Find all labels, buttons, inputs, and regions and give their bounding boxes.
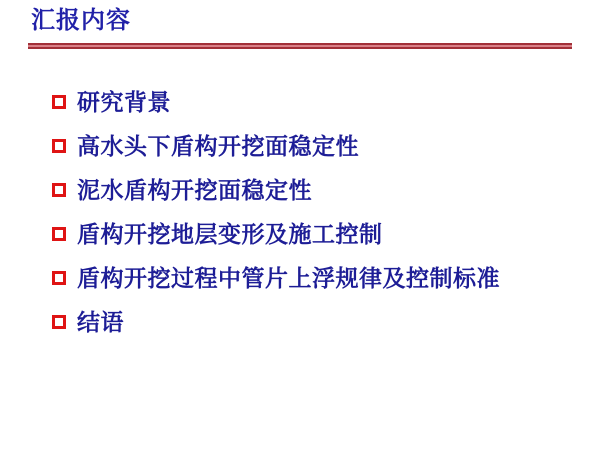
square-bullet-icon: [52, 183, 66, 197]
list-item-label: 盾构开挖地层变形及施工控制: [77, 221, 383, 247]
square-bullet-icon: [52, 227, 66, 241]
list-item: [52, 264, 500, 292]
topic-list: [52, 88, 500, 352]
title-divider: [28, 43, 572, 49]
square-bullet-icon: [52, 95, 66, 109]
list-item-label: 结语: [77, 309, 124, 335]
list-item: [52, 132, 500, 160]
square-bullet-icon: [52, 139, 66, 153]
square-bullet-icon: [52, 315, 66, 329]
list-item-label: 高水头下盾构开挖面稳定性: [77, 133, 359, 159]
page-title: 汇报内容: [31, 7, 131, 34]
list-item: [52, 308, 500, 336]
list-item-label: 盾构开挖过程中管片上浮规律及控制标准: [77, 265, 500, 291]
list-item-label: 研究背景: [77, 89, 171, 115]
list-item-label: 泥水盾构开挖面稳定性: [77, 177, 312, 203]
list-item: [52, 220, 500, 248]
list-item: [52, 176, 500, 204]
square-bullet-icon: [52, 271, 66, 285]
list-item: [52, 88, 500, 116]
